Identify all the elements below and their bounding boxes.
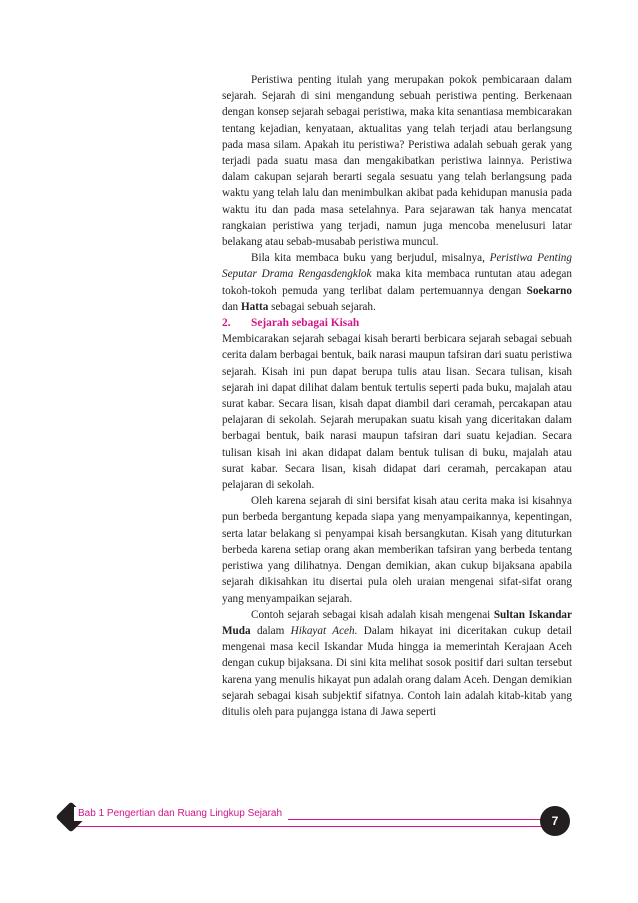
para2-end: sebagai sebuah sejarah. [268, 300, 376, 313]
hikayat-title: Hikayat Aceh. [290, 624, 358, 637]
paragraph-penyampai: Oleh karena sejarah di sini bersifat kisah atau cerita maka isi kisahnya pun berbeda bergantung kepada siapa yang menyampaikannya, kepentingan, serta latar belakang si penyampai kisah bersangkutan. Kisah yang dituturkan berbeda karena setiap orang akan memberikan tafsiran yang berbeda tentang peristiwa yang dilihatnya. Dengan demikian, akan cukup bijaksana apabila sejarah dikisahkan itu disertai pula oleh uraian mengenai sifat-sifat orang yang menyampaikan sejarah. [222, 495, 572, 605]
book-title: Peristiwa Penting Seputar Drama Rengasdengklok [222, 252, 572, 281]
paragraph-contoh [222, 607, 572, 720]
para5-dalam: dalam [250, 624, 291, 637]
paragraph-rengasdengklok [222, 250, 572, 315]
chapter-title: Bab 1 Pengertian dan Ruang Lingkup Sejarah [74, 807, 288, 821]
para5-end: Dalam hikayat ini diceritakan cukup detail mengenai masa kecil Iskandar Muda hingga ia memerintah Kerajaan Aceh dengan cukup bijaksana. Di sini kita melihat sosok positif dari sultan tersebut karena yang menulis hikayat pun adalah orang dalam Aceh. Dengan demikian sejarah sebagai kisah subjektif sifatnya. Contoh lain adalah kitab-kitab yang ditulis oleh para pujangga istana di Jawa seperti [222, 624, 572, 718]
para2-and: dan [222, 300, 241, 313]
name-hatta: Hatta [240, 300, 269, 313]
page-footer [58, 802, 578, 840]
para2-start: Bila kita membaca buku yang berjudul, misalnya, [251, 252, 490, 265]
name-iskandar-muda: Sultan Iskandar Muda [222, 608, 572, 637]
section-title: Sejarah sebagai Kisah [251, 317, 360, 330]
paragraph-kisah: Membicarakan sejarah sebagai kisah berarti berbicara sejarah sebagai sebuah cerita dalam berbagai bentuk, baik narasi maupun tafsiran dari suatu peristiwa sejarah. Kisah ini pun dapat berupa tulis atau lisan. Secara tulisan, kisah sejarah ini dapat dilihat dalam bentuk tertulis seperti pada buku, majalah atau surat kabar. Secara lisan, kisah dapat diambil dari ceramah, percakapan atau pelajaran di sekolah. Sejarah merupakan suatu kisah yang diceritakan dalam berbagai bentuk, baik narasi maupun tafsiran dari suatu kejadian. Secara tulisan kisah ini akan didapat dalam bentuk tulisan di buku, majalah atau surat kabar. Secara lisan, kisah didapat dari ceramah, percakapan atau pelajaran di sekolah. [222, 333, 572, 492]
name-soekarno: Soekarno [526, 284, 572, 297]
section-heading [222, 315, 572, 331]
main-text-column [222, 72, 572, 720]
para2-mid: maka kita membaca runtutan atau adegan tokoh-tokoh pemuda yang terlibat dalam pertemuannya dengan [222, 268, 572, 297]
para5-start: Contoh sejarah sebagai kisah adalah kisah mengenai [251, 608, 494, 621]
paragraph-peristiwa: Peristiwa penting itulah yang merupakan pokok pembicaraan dalam sejarah. Sejarah di sini mengandung sebuah peristiwa penting. Berkenaan dengan konsep sejarah sebagai peristiwa, maka kita senantiasa membicarakan tentang kejadian, kenyataan, aktualitas yang telah terjadi atau berlangsung pada masa silam. Apakah itu peristiwa? Peristiwa adalah sebuah gerak yang terjadi pada suatu masa dan mengakibatkan peristiwa lainnya. Peristiwa dalam cakupan sejarah berarti segala sesuatu yang telah berlangsung pada waktu yang telah lalu dan menimbulkan akibat pada kehidupan manusia pada waktu itu dan pada masa setelahnya. Para sejarawan tak hanya mencatat rangkaian peristiwa yang terjadi, namun juga mencoba menelusuri latar belakang atau sebab-musabab peristiwa muncul. [222, 74, 572, 249]
section-number: 2. [222, 317, 231, 330]
page-number: 7 [540, 806, 570, 836]
